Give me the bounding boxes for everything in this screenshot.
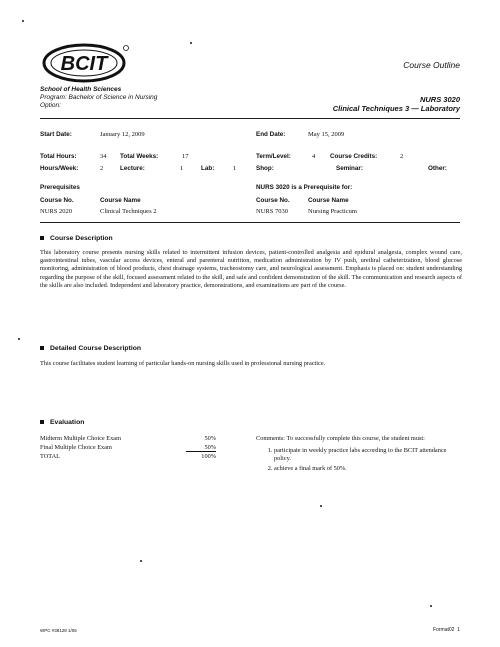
start-date-label: Start Date: bbox=[40, 131, 72, 138]
course-outline-title: Course Outline bbox=[403, 60, 460, 70]
course-title: Clinical Techniques 3 — Laboratory bbox=[332, 104, 460, 113]
other-label: Other: bbox=[428, 165, 447, 172]
course-credits-value: 2 bbox=[400, 153, 404, 160]
lab-label: Lab: bbox=[201, 165, 215, 172]
evaluation-item-name: Midterm Multiple Choice Exam bbox=[40, 435, 121, 442]
prereq-divider bbox=[40, 222, 460, 223]
bullet-icon bbox=[40, 420, 44, 424]
evaluation-item-pct: 50% bbox=[204, 435, 216, 442]
program-name: Program: Bachelor of Science in Nursing bbox=[40, 94, 158, 101]
evaluation-item-pct: 50% bbox=[186, 444, 216, 452]
prerequisites-title: Prerequisites bbox=[40, 184, 80, 191]
end-date-value: May 15, 2009 bbox=[308, 131, 345, 138]
scan-speck bbox=[320, 505, 322, 507]
lecture-value: 1 bbox=[180, 165, 184, 172]
course-description-heading: Course Description bbox=[40, 235, 113, 242]
course-code: NURS 3020 bbox=[419, 95, 460, 104]
end-date-label: End Date: bbox=[256, 131, 286, 138]
scan-speck bbox=[18, 338, 20, 340]
school-info bbox=[40, 86, 157, 110]
seminar-label: Seminar: bbox=[336, 165, 363, 172]
prereq-for-col-no: Course No. bbox=[256, 197, 290, 204]
evaluation-comments bbox=[256, 435, 456, 475]
option-label: Option: bbox=[40, 102, 61, 109]
bullet-icon bbox=[40, 346, 44, 350]
evaluation-table bbox=[40, 435, 240, 462]
scan-speck bbox=[140, 560, 142, 562]
footer-page bbox=[400, 627, 460, 633]
footer-format-label: Format02 bbox=[433, 627, 455, 633]
start-date-value: January 12, 2009 bbox=[100, 131, 145, 138]
prereq-col-no: Course No. bbox=[40, 197, 74, 204]
requirement-item: 2. achieve a final mark of 50%. bbox=[274, 465, 456, 473]
prereq-for-title: NURS 3020 is a Prerequisite for: bbox=[256, 184, 353, 191]
total-weeks-label: Total Weeks: bbox=[120, 153, 159, 160]
term-level-value: 4 bbox=[312, 153, 316, 160]
evaluation-row bbox=[40, 435, 240, 444]
footer-form-number: WPC #38128 1/06 bbox=[40, 628, 77, 633]
course-description-text: This laboratory course presents nursing skills related to intermittent infusion devices, patient-controlled analgesia and epidural analgesia, complex wound care, gastrointestinal tubes, vascular access devices, enteral and parenteral nutrition, medication administration by IV push, urethral catheterization, blood glucose monitoring, administration of blood products, chest drainage systems, tracheostomy care, and neurological assessment. Emphasis is placed on: student understanding regarding the purpose of the skill, focused assessment related to the skill, and safe and confident demonstration of the skill. The communication and research aspects of the skills are also included. Independent and laboratory practice, demonstrations, and examinations are part of the course. bbox=[40, 249, 463, 289]
comments-intro: Comments: To successfully complete this course, the student must: bbox=[256, 435, 425, 442]
prereq-course-no: NURS 2020 bbox=[40, 208, 72, 215]
scan-speck bbox=[430, 605, 432, 607]
evaluation-total-pct: 100% bbox=[201, 453, 216, 460]
total-hours-label: Total Hours: bbox=[40, 153, 77, 160]
evaluation-heading: Evaluation bbox=[40, 419, 84, 426]
total-weeks-value: 17 bbox=[182, 153, 189, 160]
prereq-for-course-name: Nursing Practicum bbox=[308, 208, 357, 215]
hours-week-label: Hours/Week: bbox=[40, 165, 79, 172]
logo-text: BCIT bbox=[60, 53, 108, 75]
evaluation-item-name: Final Multiple Choice Exam bbox=[40, 444, 112, 451]
requirements-list bbox=[256, 447, 456, 473]
course-credits-label: Course Credits: bbox=[330, 153, 378, 160]
prereq-for-course-no: NURS 7030 bbox=[256, 208, 288, 215]
evaluation-row bbox=[40, 444, 240, 453]
evaluation-total-label: TOTAL bbox=[40, 453, 61, 460]
scan-speck bbox=[190, 42, 192, 44]
prereq-course-name: Clinical Techniques 2 bbox=[100, 208, 157, 215]
prereq-for-col-name: Course Name bbox=[308, 197, 349, 204]
total-hours-value: 34 bbox=[100, 153, 107, 160]
shop-label: Shop: bbox=[256, 165, 274, 172]
prereq-col-name: Course Name bbox=[100, 197, 141, 204]
requirement-item: 1. participate in weekly practice labs according to the BCIT attendance policy. bbox=[274, 447, 456, 463]
term-level-label: Term/Level: bbox=[256, 153, 291, 160]
hours-week-value: 2 bbox=[100, 165, 104, 172]
school-name: School of Health Sciences bbox=[40, 86, 122, 93]
page-number: 1 bbox=[457, 627, 460, 633]
lab-value: 1 bbox=[233, 165, 237, 172]
header-divider bbox=[40, 118, 460, 119]
evaluation-total-row bbox=[40, 453, 240, 462]
bcit-logo bbox=[40, 42, 132, 84]
bullet-icon bbox=[40, 236, 44, 240]
detailed-description-text: This course facilitates student learning of particular hands-on nursing skills used in professional nursing practice. bbox=[40, 360, 326, 367]
detailed-description-heading: Detailed Course Description bbox=[40, 345, 141, 352]
scan-speck bbox=[22, 20, 24, 22]
lecture-label: Lecture: bbox=[120, 165, 145, 172]
